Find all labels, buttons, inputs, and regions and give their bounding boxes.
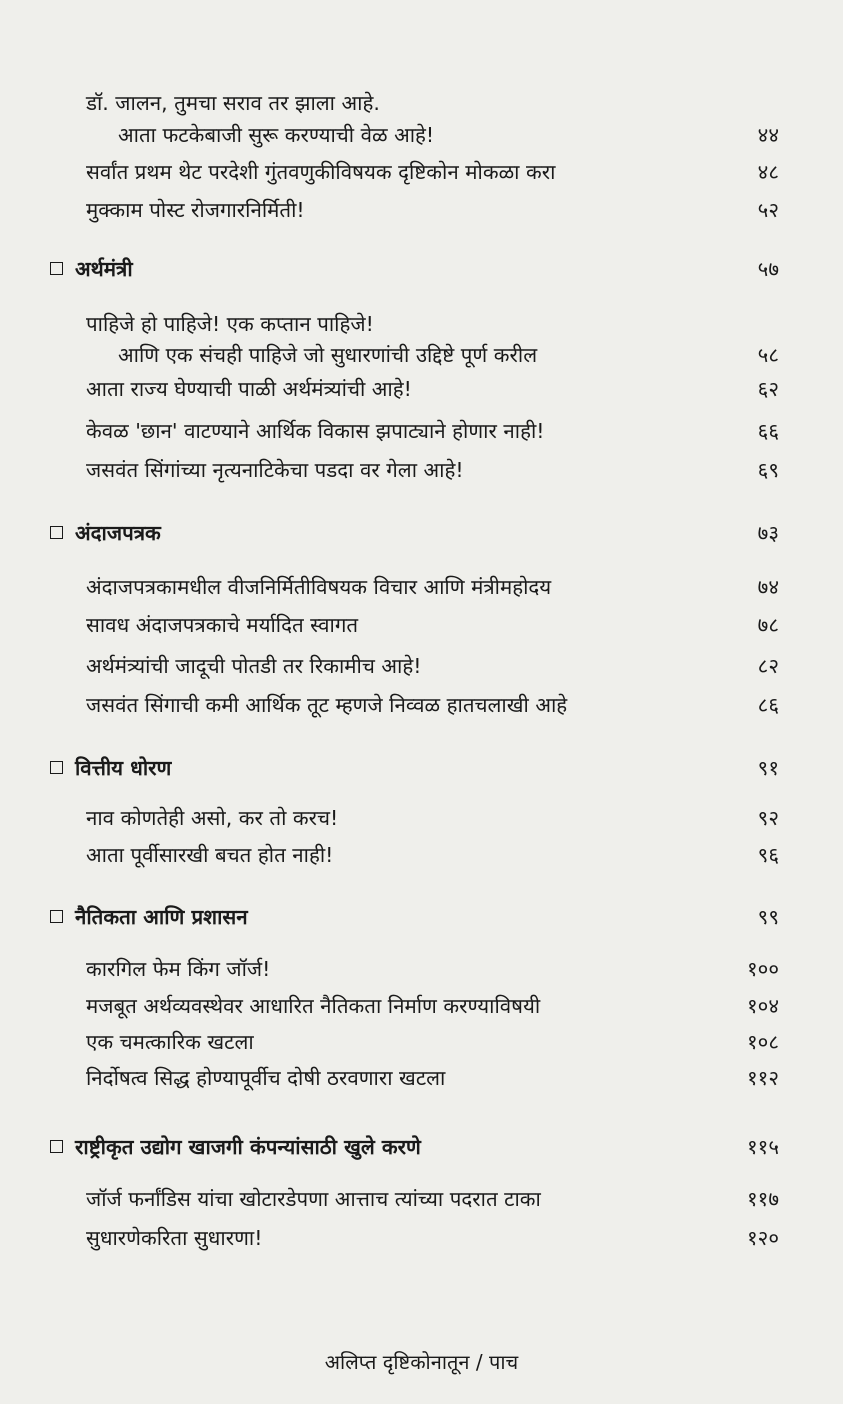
page-number: ४८	[757, 160, 779, 184]
entry-title: सुधारणेकरिता सुधारणा!	[86, 1226, 263, 1250]
checkbox-square-icon	[50, 761, 63, 774]
entry-title: एक चमत्कारिक खटला	[86, 1030, 254, 1054]
entry-title: जसवंत सिंगाची कमी आर्थिक तूट म्हणजे निव्वळ हातचलाखी आहे	[86, 693, 568, 717]
toc-entry	[0, 86, 843, 120]
page-number: ८६	[757, 693, 779, 717]
toc-entry	[0, 1061, 843, 1095]
toc-entry	[0, 688, 843, 722]
toc-section-heading	[0, 751, 843, 785]
toc-entry	[0, 952, 843, 986]
page-number: १२०	[747, 1226, 779, 1250]
toc-entry	[0, 338, 843, 372]
section-title-wrap	[50, 252, 133, 286]
section-title-wrap	[50, 1130, 421, 1164]
entry-title: डॉ. जालन, तुमचा सराव तर झाला आहे.	[86, 91, 380, 115]
entry-title: निर्दोषत्व सिद्ध होण्यापूर्वीच दोषी ठरवणारा खटला	[86, 1066, 446, 1090]
page-number: ९२	[757, 806, 779, 830]
page-number: ९१	[757, 756, 779, 780]
entry-title: केवळ 'छान' वाटण्याने आर्थिक विकास झपाट्याने होणार नाही!	[86, 419, 545, 443]
entry-title: आणि एक संचही पाहिजे जो सुधारणांची उद्दिष्टे पूर्ण करील	[118, 343, 538, 367]
toc-entry	[0, 649, 843, 683]
toc-section-heading	[0, 516, 843, 550]
page-number: ७४	[757, 575, 779, 599]
entry-title: नाव कोणतेही असो, कर तो करच!	[86, 806, 339, 830]
section-title: नैतिकता आणि प्रशासन	[75, 905, 248, 929]
toc-entry	[0, 608, 843, 642]
entry-title: मुक्काम पोस्ट रोजगारनिर्मिती!	[86, 198, 305, 222]
entry-title: पाहिजे हो पाहिजे! एक कप्तान पाहिजे!	[86, 312, 374, 336]
toc-entry	[0, 372, 843, 406]
entry-title: जॉर्ज फर्नांडिस यांचा खोटारडेपणा आत्ताच त्यांच्या पदरात टाका	[86, 1187, 541, 1211]
page-number: ७८	[757, 613, 779, 637]
page-number: ११७	[747, 1187, 779, 1211]
page-number: ९६	[757, 843, 779, 867]
checkbox-square-icon	[50, 910, 63, 923]
entry-title: अर्थमंत्र्यांची जादूची पोतडी तर रिकामीच आहे!	[86, 654, 422, 678]
page-number: ६२	[757, 377, 779, 401]
section-title: अंदाजपत्रक	[75, 521, 161, 545]
toc-entry	[0, 838, 843, 872]
section-title: राष्ट्रीकृत उद्योग खाजगी कंपन्यांसाठी खुले करणे	[75, 1135, 421, 1159]
toc-entry	[0, 118, 843, 152]
page-number: ५८	[757, 343, 779, 367]
page-number: ९९	[757, 905, 779, 929]
entry-title: सर्वांत प्रथम थेट परदेशी गुंतवणुकीविषयक दृष्टिकोन मोकळा करा	[86, 160, 556, 184]
checkbox-square-icon	[50, 526, 63, 539]
toc-entry	[0, 414, 843, 448]
page-number: ४४	[757, 123, 779, 147]
checkbox-square-icon	[50, 1140, 63, 1153]
page-number: १००	[747, 957, 779, 981]
toc-entry	[0, 989, 843, 1023]
entry-title: आता फटकेबाजी सुरू करण्याची वेळ आहे!	[118, 123, 435, 147]
toc-entry	[0, 193, 843, 227]
toc-entry	[0, 1182, 843, 1216]
page-number: ११५	[747, 1135, 779, 1159]
toc-entry	[0, 1221, 843, 1255]
section-title-wrap	[50, 516, 161, 550]
section-title-wrap	[50, 900, 248, 934]
toc-section-heading	[0, 900, 843, 934]
page-number: ६९	[757, 458, 779, 482]
entry-title: आता पूर्वीसारखी बचत होत नाही!	[86, 843, 334, 867]
toc-section-heading	[0, 1130, 843, 1164]
entry-title: सावध अंदाजपत्रकाचे मर्यादित स्वागत	[86, 613, 359, 637]
page-number: ५७	[757, 257, 779, 281]
page-footer: अलिप्त दृष्टिकोनातून / पाच	[324, 1350, 519, 1374]
page-number: ५२	[757, 198, 779, 222]
section-title-wrap	[50, 751, 171, 785]
toc-entry	[0, 570, 843, 604]
page-number: ८२	[757, 654, 779, 678]
toc-entry	[0, 801, 843, 835]
section-title: वित्तीय धोरण	[75, 756, 172, 780]
toc-section-heading	[0, 252, 843, 286]
entry-title: मजबूत अर्थव्यवस्थेवर आधारित नैतिकता निर्माण करण्याविषयी	[86, 994, 541, 1018]
entry-title: अंदाजपत्रकामधील वीजनिर्मितीविषयक विचार आणि मंत्रीमहोदय	[86, 575, 552, 599]
toc-entry	[0, 307, 843, 341]
toc-entry	[0, 1025, 843, 1059]
entry-title: कारगिल फेम किंग जॉर्ज!	[86, 957, 271, 981]
page-number: १०८	[747, 1030, 779, 1054]
entry-title: आता राज्य घेण्याची पाळी अर्थमंत्र्यांची आहे!	[86, 377, 412, 401]
checkbox-square-icon	[50, 262, 63, 275]
page-number: ११२	[747, 1066, 779, 1090]
page-number: ७३	[757, 521, 779, 545]
toc-entry	[0, 453, 843, 487]
toc-entry	[0, 155, 843, 189]
entry-title: जसवंत सिंगांच्या नृत्यनाटिकेचा पडदा वर गेला आहे!	[86, 458, 464, 482]
page-number: ६६	[757, 419, 779, 443]
section-title: अर्थमंत्री	[75, 257, 133, 281]
page-number: १०४	[747, 994, 779, 1018]
